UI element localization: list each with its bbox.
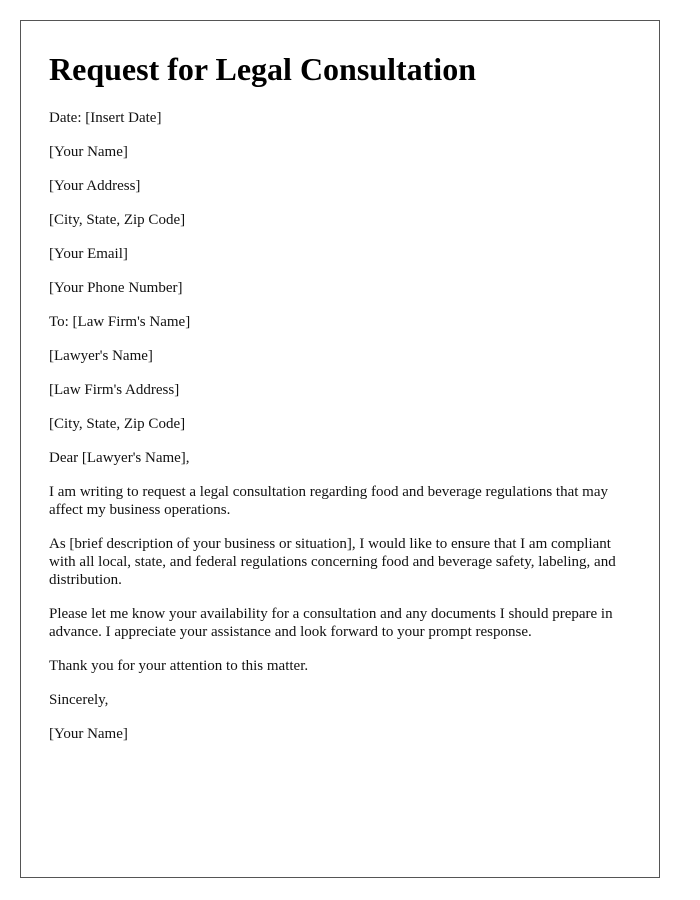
body-paragraph: I am writing to request a legal consultation regarding food and beverage regulations that may affect my business operations. — [49, 484, 608, 518]
body-paragraph: As [brief description of your business or situation], I would like to ensure that I am compliant with all local, state, and federal regulations concerning food and beverage safety, labeling, and distribution. — [49, 536, 616, 588]
recipient-firm-address: [Law Firm's Address] — [49, 382, 180, 398]
recipient-lawyer-name: [Lawyer's Name] — [49, 348, 153, 364]
signature: [Your Name] — [49, 726, 128, 742]
letter-content — [49, 51, 639, 759]
sender-phone: [Your Phone Number] — [49, 280, 183, 296]
letter-title: Request for Legal Consultation — [49, 51, 476, 87]
salutation: Dear [Lawyer's Name], — [49, 450, 190, 466]
recipient-firm: To: [Law Firm's Name] — [49, 314, 191, 330]
sender-city-state-zip: [City, State, Zip Code] — [49, 212, 186, 228]
body-paragraph: Please let me know your availability for a consultation and any documents I should prepare in advance. I appreciate your assistance and look forward to your prompt response. — [49, 606, 613, 640]
body-paragraph: Thank you for your attention to this matter. — [49, 658, 309, 674]
sender-name: [Your Name] — [49, 144, 128, 160]
closing: Sincerely, — [49, 692, 109, 708]
recipient-city-state-zip: [City, State, Zip Code] — [49, 416, 186, 432]
sender-address: [Your Address] — [49, 178, 141, 194]
date-line: Date: [Insert Date] — [49, 110, 162, 126]
sender-email: [Your Email] — [49, 246, 128, 262]
letter-page — [20, 20, 660, 878]
